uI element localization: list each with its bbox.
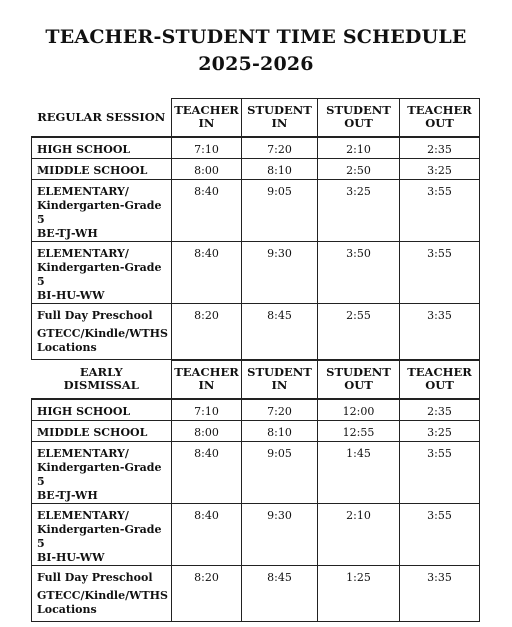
teacher-out-cell: 3:35 — [400, 566, 480, 622]
student-in-cell: 9:30 — [242, 242, 318, 304]
table-row — [32, 442, 480, 504]
teacher-out-cell: 3:55 — [400, 442, 480, 504]
student-out-cell: 3:25 — [318, 180, 400, 242]
row-label: MIDDLE SCHOOL — [32, 159, 172, 180]
teacher-out-cell: 3:55 — [400, 504, 480, 566]
table-row — [32, 399, 480, 421]
student-in-cell: 8:45 — [242, 566, 318, 622]
teacher-in-cell: 8:20 — [172, 304, 242, 360]
row-label: HIGH SCHOOL — [32, 137, 172, 159]
early-dismissal-table — [31, 360, 480, 622]
teacher-in-cell: 7:10 — [172, 399, 242, 421]
student-out-cell: 1:45 — [318, 442, 400, 504]
column-header-student-in: STUDENT IN — [242, 361, 318, 399]
student-out-cell: 12:00 — [318, 399, 400, 421]
column-header-student-out: STUDENT OUT — [318, 99, 400, 137]
student-in-cell: 8:10 — [242, 421, 318, 442]
student-in-cell: 8:45 — [242, 304, 318, 360]
student-out-cell: 2:10 — [318, 137, 400, 159]
student-in-cell: 9:30 — [242, 504, 318, 566]
teacher-out-cell: 3:55 — [400, 242, 480, 304]
teacher-out-cell: 2:35 — [400, 137, 480, 159]
teacher-out-cell: 3:25 — [400, 421, 480, 442]
table-row — [32, 180, 480, 242]
teacher-in-cell: 8:40 — [172, 442, 242, 504]
teacher-in-cell: 8:40 — [172, 242, 242, 304]
teacher-in-cell: 8:20 — [172, 566, 242, 622]
student-out-cell: 2:55 — [318, 304, 400, 360]
student-in-cell: 7:20 — [242, 399, 318, 421]
column-header-teacher-in: TEACHER IN — [172, 99, 242, 137]
teacher-out-cell: 3:55 — [400, 180, 480, 242]
table-row — [32, 159, 480, 180]
teacher-in-cell: 7:10 — [172, 137, 242, 159]
column-header-student-out: STUDENT OUT — [318, 361, 400, 399]
teacher-out-cell: 3:35 — [400, 304, 480, 360]
row-label: HIGH SCHOOL — [32, 399, 172, 421]
teacher-in-cell: 8:00 — [172, 421, 242, 442]
teacher-out-cell: 3:25 — [400, 159, 480, 180]
table-row — [32, 566, 480, 622]
table-row — [32, 304, 480, 360]
student-in-cell: 9:05 — [242, 442, 318, 504]
column-header-teacher-out: TEACHER OUT — [400, 99, 480, 137]
teacher-out-cell: 2:35 — [400, 399, 480, 421]
student-out-cell: 2:50 — [318, 159, 400, 180]
row-label: ELEMENTARY/ Kindergarten-Grade 5 BI-HU-WW — [32, 242, 172, 304]
student-in-cell: 8:10 — [242, 159, 318, 180]
teacher-in-cell: 8:40 — [172, 504, 242, 566]
table-heading: EARLY DISMISSAL — [32, 361, 172, 399]
teacher-in-cell: 8:00 — [172, 159, 242, 180]
student-out-cell: 1:25 — [318, 566, 400, 622]
row-label: ELEMENTARY/ Kindergarten-Grade 5 BI-HU-WW — [32, 504, 172, 566]
row-label: Full Day Preschool GTECC/Kindle/WTHS Locations — [32, 566, 172, 622]
table-heading: REGULAR SESSION — [32, 99, 172, 137]
row-label: ELEMENTARY/ Kindergarten-Grade 5 BE-TJ-WH — [32, 180, 172, 242]
table-row — [32, 504, 480, 566]
table-row — [32, 137, 480, 159]
table-row — [32, 421, 480, 442]
page-title: TEACHER-STUDENT TIME SCHEDULE — [45, 26, 467, 48]
row-label: Full Day Preschool GTECC/Kindle/WTHS Locations — [32, 304, 172, 360]
school-year: 2025-2026 — [198, 53, 314, 75]
student-out-cell: 12:55 — [318, 421, 400, 442]
row-label: ELEMENTARY/ Kindergarten-Grade 5 BE-TJ-WH — [32, 442, 172, 504]
column-header-teacher-out: TEACHER OUT — [400, 361, 480, 399]
student-out-cell: 2:10 — [318, 504, 400, 566]
row-label: MIDDLE SCHOOL — [32, 421, 172, 442]
student-in-cell: 7:20 — [242, 137, 318, 159]
student-in-cell: 9:05 — [242, 180, 318, 242]
student-out-cell: 3:50 — [318, 242, 400, 304]
column-header-teacher-in: TEACHER IN — [172, 361, 242, 399]
teacher-in-cell: 8:40 — [172, 180, 242, 242]
column-header-student-in: STUDENT IN — [242, 99, 318, 137]
regular-session-table — [31, 98, 480, 360]
table-row — [32, 242, 480, 304]
